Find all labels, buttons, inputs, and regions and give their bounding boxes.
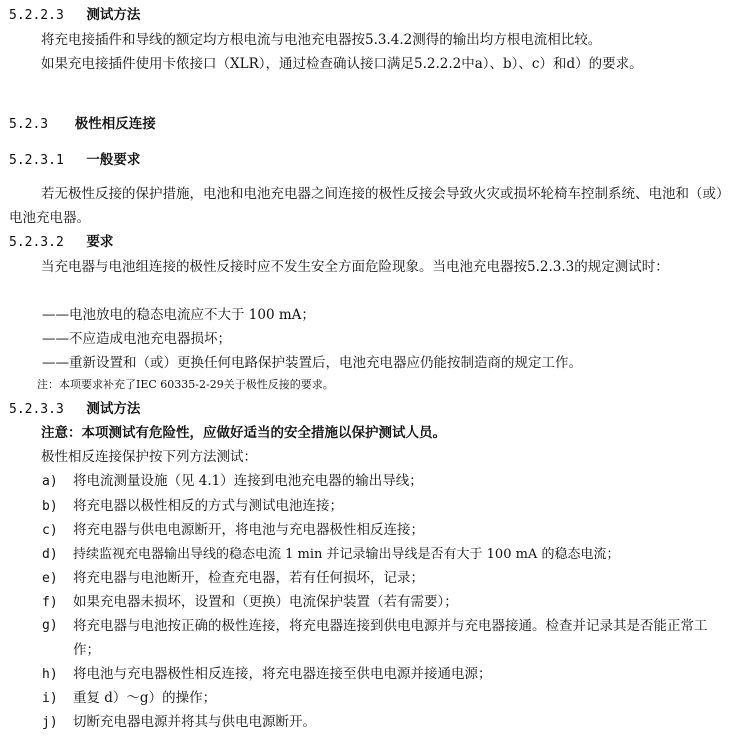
section-title: 要求 (86, 234, 114, 250)
step-item (42, 469, 423, 494)
paragraph: 极性相反连接保护按下列方法测试： (41, 449, 257, 465)
section-5-2-2-3-heading (9, 3, 140, 28)
step-text: 将充电器与电池断开，检查充电器，若有任何损坏，记录； (73, 570, 424, 586)
paragraph: 如果充电接插件使用卡侬接口（XLR），通过检查确认接口满足5.2.2.2中a）、b）、c）和d）的要求。 (41, 56, 643, 72)
section-5-2-3-2-heading (9, 230, 113, 255)
step-text: 将充电器与电池按正确的极性连接，将充电器连接到供电电源并与充电器接通。检查并记录其是否能正常工作； (73, 618, 708, 658)
paragraph: 若无极性反接的保护措施，电池和电池充电器之间连接的极性反接会导致火灾或损坏轮椅车控制系统、电池和（或）电池充电器。 (9, 186, 723, 226)
note: 注：本项要求补充了IEC 60335-2-29关于极性反接的要求。 (37, 378, 334, 391)
section-title: 极性相反连接 (74, 116, 156, 132)
dash-list-item: ——电池放电的稳态电流应不大于 100 mA； (42, 307, 315, 323)
dash-list-item: ——重新设置和（或）更换任何电路保护装置后，电池充电器应仍能按制造商的规定工作。 (42, 355, 582, 371)
section-title: 测试方法 (86, 401, 141, 417)
section-number: 5.2.3.3 (9, 402, 64, 417)
step-item (42, 614, 727, 662)
step-item (42, 686, 216, 711)
warning-text: 注意：本项测试有危险性，应做好适当的安全措施以保护测试人员。 (41, 425, 446, 441)
step-label: i) (42, 691, 58, 706)
section-5-2-3-1-heading (9, 148, 140, 173)
section-number: 5.2.3.2 (9, 235, 64, 250)
step-label: d) (42, 547, 58, 562)
step-label: h) (42, 667, 58, 682)
section-number: 5.2.3.1 (9, 153, 64, 168)
step-label: c) (42, 523, 58, 538)
step-text: 将电池与充电器极性相反连接，将充电器连接至供电电源并接通电源； (73, 666, 492, 682)
step-text: 重复 d）～g）的操作； (73, 690, 217, 706)
paragraph: 将充电接插件和导线的额定均方根电流与电池充电器按5.3.4.2测得的输出均方根电流相比较。 (41, 32, 602, 48)
step-label: f) (42, 595, 58, 610)
step-label: e) (42, 571, 58, 586)
section-5-2-3-3-heading (9, 397, 140, 422)
dash-list-item: ——不应造成电池充电器损坏； (42, 331, 231, 347)
step-item (42, 590, 458, 615)
paragraph: 当充电器与电池组连接的极性反接时应不发生安全方面危险现象。当电池充电器按5.2.3.3的规定测试时： (41, 259, 669, 275)
section-title: 一般要求 (86, 152, 141, 168)
step-text: 如果充电器未损坏，设置和（更换）电流保护装置（若有需要）； (73, 594, 458, 610)
step-text: 切断充电器电源并将其与供电电源断开。 (73, 714, 316, 730)
step-label: j) (42, 715, 58, 730)
step-item (42, 710, 316, 735)
section-title: 测试方法 (86, 7, 141, 23)
step-text: 将充电器与供电电源断开，将电池与充电器极性相反连接； (73, 522, 424, 538)
step-item (42, 542, 619, 567)
step-label: a) (42, 474, 58, 489)
step-item (42, 494, 343, 519)
step-item (42, 662, 492, 687)
step-item (42, 518, 424, 543)
step-label: b) (42, 499, 58, 514)
step-item (42, 566, 424, 591)
step-text: 将充电器以极性相反的方式与测试电池连接； (73, 498, 343, 514)
step-text: 持续监视充电器输出导线的稳态电流 1 min 并记录输出导线是否有大于 100 mA 的稳态电流； (73, 547, 620, 562)
step-label: g) (42, 618, 58, 633)
section-number: 5.2.3 (9, 117, 49, 132)
section-number: 5.2.2.3 (9, 8, 64, 23)
step-text: 将电流测量设施（见 4.1）连接到电池充电器的输出导线； (73, 473, 423, 489)
section-5-2-3-heading (9, 112, 156, 137)
